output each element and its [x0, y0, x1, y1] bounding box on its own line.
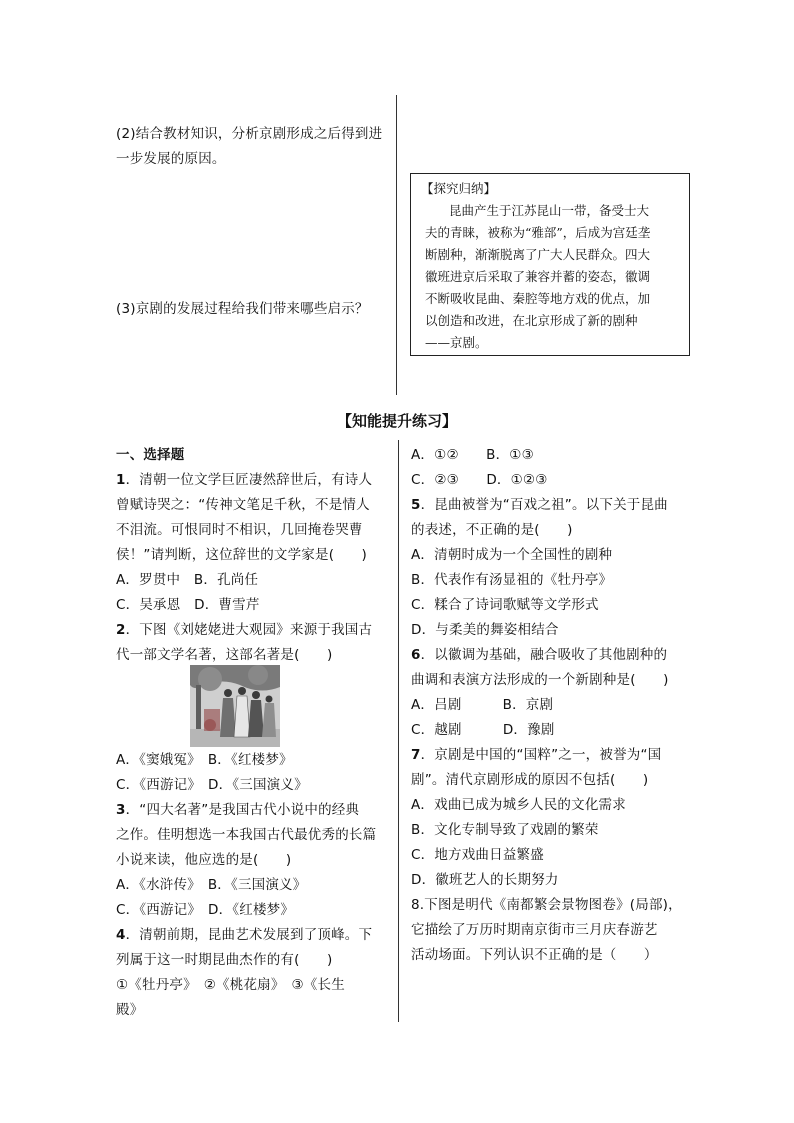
q7-line: 剧”。清代京剧形成的原因不包括( ): [411, 772, 649, 788]
q8-line: 它描绘了万历时期南京街市三月庆春游艺: [411, 922, 658, 938]
q6-options-cd: C．越剧 D．豫剧: [411, 722, 555, 738]
inquiry-box-line: 徽班进京后采取了兼容并蓄的姿态，徽调: [425, 269, 651, 284]
q1-line: 不泪流。可恨同时不相识，几回掩卷哭曹: [116, 522, 363, 538]
q8-line: 8.下图是明代《南都繁会景物图卷》(局部)，: [411, 897, 682, 913]
q6-text: ．以徽调为基础，融合吸收了其他剧种的: [420, 647, 668, 663]
choice-heading: 一、选择题: [116, 447, 185, 463]
inquiry-box-line: 断剧种，渐渐脱离了广大人民群众。四大: [425, 247, 651, 262]
q7-option: C．地方戏曲日益繁盛: [411, 847, 544, 863]
q7-option: D．徽班艺人的长期努力: [411, 872, 559, 888]
q1-options-cd: C．吴承恩 D．曹雪芹: [116, 597, 260, 613]
q5-option: D．与柔美的舞姿相结合: [411, 622, 559, 638]
q4-text: ．清朝前期，昆曲艺术发展到了顶峰。下: [125, 927, 373, 943]
q5-number: 5: [411, 497, 421, 513]
question-3: (3)京剧的发展过程给我们带来哪些启示？: [116, 301, 369, 317]
q3-line: [116, 798, 359, 823]
inquiry-box-line: 夫的青睐，被称为“雅部”，后成为宫廷垄: [425, 225, 651, 240]
q5-option: C．糅合了诗词歌赋等文学形式: [411, 597, 599, 613]
q1-line: 曾赋诗哭之：“传神文笔足千秋，不是情人: [116, 497, 370, 513]
q3-number: 3: [116, 802, 126, 818]
q6-line: 曲调和表演方法形成的一个新剧种是( ): [411, 672, 669, 688]
inquiry-box-line: 不断吸收昆曲、秦腔等地方戏的优点，加: [425, 291, 651, 306]
q3-options-ab: A．《水浒传》 B．《三国演义》: [116, 877, 307, 893]
liu-laolao-illustration: [190, 665, 280, 747]
q4-line: 列属于这一时期昆曲杰作的有( ): [116, 952, 333, 968]
q3-text: ．“四大名著”是我国古代小说中的经典: [125, 802, 360, 818]
top-column-divider: [396, 95, 397, 395]
q1-text: ．清朝一位文学巨匠凄然辞世后，有诗人: [125, 472, 373, 488]
q5-line: 的表述，不正确的是( ): [411, 522, 573, 538]
q1-line: [116, 468, 372, 493]
question-2-line-1: (2)结合教材知识，分析京剧形成之后得到进: [116, 126, 383, 142]
q6-line: [411, 643, 667, 668]
inquiry-box-line: ——京剧。: [425, 335, 488, 350]
q7-number: 7: [411, 747, 421, 763]
q8-line: 活动场面。下列认识不正确的是（ ）: [411, 947, 658, 963]
inquiry-box-line: 昆曲产生于江苏昆山一带，备受士大: [449, 203, 650, 218]
q6-options-ab: A．吕剧 B．京剧: [411, 697, 554, 713]
q4-line: [116, 923, 372, 948]
q1-options-ab: A．罗贯中 B．孔尚任: [116, 572, 259, 588]
q2-number: 2: [116, 622, 126, 638]
q1-number: 1: [116, 472, 126, 488]
q5-line: [411, 493, 668, 518]
q2-text: ．下图《刘姥姥进大观园》来源于我国古: [125, 622, 373, 638]
q7-line: [411, 743, 661, 768]
q4-options-cd: C．②③ D．①②③: [411, 472, 548, 488]
bottom-column-divider: [398, 440, 399, 1022]
q1-line: 侯！”请判断，这位辞世的文学家是( ): [116, 547, 368, 563]
q4-options-ab: A．①② B．①③: [411, 447, 534, 463]
q4-number: 4: [116, 927, 126, 943]
q4-items-cont: 殿》: [116, 1002, 144, 1018]
inquiry-box-line: 以创造和改进，在北京形成了新的剧种: [425, 313, 638, 328]
q5-text: ．昆曲被誉为“百戏之祖”。以下关于昆曲: [420, 497, 668, 513]
q7-text: ．京剧是中国的“国粹”之一，被誉为“国: [420, 747, 662, 763]
q5-option: B．代表作有汤显祖的《牡丹亭》: [411, 572, 613, 588]
q7-option: B．文化专制导致了戏剧的繁荣: [411, 822, 599, 838]
q3-line: 之作。佳明想选一本我国古代最优秀的长篇: [116, 827, 377, 843]
q7-option: A．戏曲已成为城乡人民的文化需求: [411, 797, 626, 813]
q2-options-ab: A．《窦娥冤》 B．《红楼梦》: [116, 752, 293, 768]
q6-number: 6: [411, 647, 421, 663]
inquiry-summary-box: [410, 173, 690, 356]
q4-items: ①《牡丹亭》 ②《桃花扇》 ③《长生: [116, 977, 345, 993]
inquiry-box-title: 【探究归纳】: [421, 181, 497, 196]
q2-line: [116, 618, 372, 643]
q2-line: 代一部文学名著，这部名著是( ): [116, 647, 333, 663]
q2-options-cd: C．《西游记》 D．《三国演义》: [116, 777, 308, 793]
q3-line: 小说来读，他应选的是( ): [116, 852, 292, 868]
q5-option: A．清朝时成为一个全国性的剧种: [411, 547, 613, 563]
q3-options-cd: C．《西游记》 D．《红楼梦》: [116, 902, 295, 918]
question-2-line-2: 一步发展的原因。: [116, 151, 226, 167]
section-title: 【知能提升练习】: [336, 412, 457, 430]
